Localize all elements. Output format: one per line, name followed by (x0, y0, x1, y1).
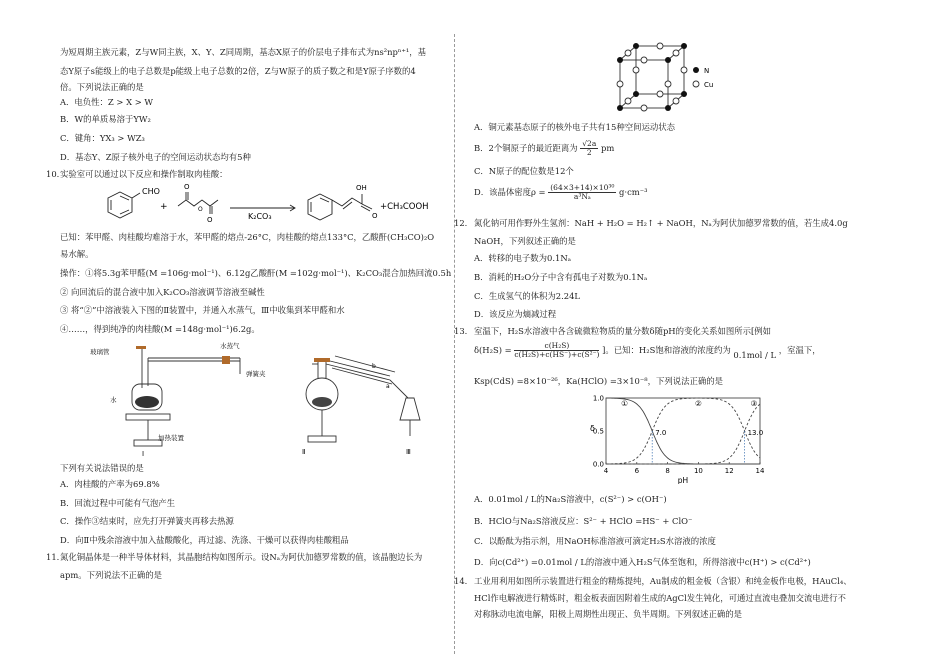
q11-b-unit: pm (600, 142, 615, 153)
n-atom-legend-icon (693, 67, 699, 73)
label-a: a (386, 383, 390, 390)
n-atom (633, 43, 639, 49)
q12-option-d: D．该反应为熵减过程 (474, 309, 557, 319)
q9-option-c: C．键角：YX₃ > WZ₃ (60, 133, 145, 143)
x-axis-label: pH (677, 476, 689, 484)
q10-step-3: ③ 将“②”中溶液装入下图的Ⅱ装置中，并通入水蒸气，Ⅲ中收集到苯甲醛和水 (60, 305, 345, 315)
cho-label: CHO (142, 187, 160, 196)
q10-known-2: 易水解。 (60, 249, 94, 259)
product-tail: +CH₃COOH (380, 202, 429, 212)
crystal-cell-figure (614, 40, 724, 116)
x-tick-label: 12 (724, 467, 734, 475)
q12-option-c: C．生成氢气的体积为2.24L (474, 291, 580, 301)
q12-line-1: 氮化钠可用作野外生氢剂：NaH + H₂O = H₂↑ + NaOH，Nₐ为阿伏加德罗常数的值，若生成4.0g (474, 218, 848, 228)
n-atom (665, 57, 671, 63)
cu-atom-legend-icon (693, 81, 699, 87)
steam-distillation-apparatus (90, 336, 430, 458)
q13-line-2-end: ，室温下， (778, 344, 821, 355)
heater-label: 加热装置 (158, 434, 184, 442)
q10-option-c: C．操作③结束时，应先打开弹簧夹再移去热源 (60, 516, 234, 526)
anhydride-o-bottom: O (207, 216, 213, 224)
q12-number: 12. (454, 218, 468, 228)
q13-delta-num: c(H₂S) (514, 342, 599, 351)
q12-line-2: NaOH，下列叙述正确的是 (474, 236, 576, 246)
n-atom (681, 91, 687, 97)
q13-line-2 (474, 342, 821, 359)
cu-atom (641, 57, 647, 63)
cu-atom (681, 67, 687, 73)
x-tick-label: 14 (755, 467, 764, 475)
series-line-2 (606, 398, 760, 464)
cu-atom (633, 67, 639, 73)
q13-conc: 0.1mol / L (733, 349, 777, 360)
q11-option-d-text: D．该晶体密度ρ = (474, 186, 546, 197)
series-line-3 (606, 404, 760, 464)
q14-line-3: 对称脉动电流电解，阳极上周期性出现正、负半周期。下列叙述正确的是 (474, 609, 742, 619)
roman-3: Ⅲ (406, 448, 411, 456)
x-tick-label: 6 (634, 467, 640, 475)
q14-number: 14. (454, 576, 468, 586)
q10-number: 10. (46, 169, 60, 179)
series-line-1 (606, 398, 760, 464)
y-tick-label: 0.5 (592, 427, 604, 436)
q13-delta-lhs: δ(H₂S) = (474, 344, 512, 355)
q11-option-a: A．铜元素基态原子的核外电子共有15种空间运动状态 (474, 122, 675, 132)
q13-option-b: B．HClO与Na₂S溶液反应：S²⁻ + HClO =HS⁻ + ClO⁻ (474, 516, 693, 526)
clamp-label: 弹簧夹 (246, 370, 266, 378)
cu-atom (617, 81, 623, 87)
q14-line-2: HCl作电解液进行精炼时，粗金板表面因附着生成的AgCl发生钝化，可通过直流电叠加交流电进行不 (474, 593, 846, 603)
cu-atom (673, 50, 679, 56)
curve-label: ② (695, 398, 702, 408)
q11-line-2: apm。下列说法不正确的是 (60, 570, 163, 580)
glass-tube-label: 玻璃管 (90, 348, 110, 356)
q13-option-c: C．以酚酞为指示剂，用NaOH标准溶液可滴定H₂S水溶液的浓度 (474, 536, 716, 546)
q11-option-b-frac (580, 140, 598, 157)
n-atom (617, 105, 623, 111)
q14-line-1: 工业用利用如图所示装置进行粗金的精炼提纯，Au制成的粗金板（含银）和纯金板作电极，HAuCl₄、 (474, 576, 852, 586)
legend-n: N (704, 67, 710, 75)
q9-option-a: A．电负性：Z > X > W (60, 97, 153, 107)
label-b: b (372, 363, 376, 370)
q9-line-3: 倍。下列说法正确的是 (60, 82, 144, 92)
curve-label: ③ (750, 398, 758, 408)
cu-atom (625, 98, 631, 104)
q11-option-b-text: B．2个铜原子的最近距离为 (474, 142, 578, 153)
cu-atom (673, 98, 679, 104)
q10-option-a: A．肉桂酸的产率为69.8% (60, 479, 160, 489)
n-atom (681, 43, 687, 49)
q10-step-1: 操作：①将5.3g苯甲醛(M =106g·mol⁻¹)、6.12g乙酸酐(M =102g·mol⁻¹)、K₂CO₃混合加热回流0.5h (60, 268, 452, 278)
legend-cu: Cu (704, 81, 714, 89)
q13-option-a: A．0.01mol / L的Na₂S溶液中，c(S²⁻) > c(OH⁻) (474, 494, 667, 504)
n-atom (617, 57, 623, 63)
y-tick-label: 1.0 (592, 394, 604, 403)
x-tick-label: 8 (665, 467, 670, 475)
q13-line-2-tail: ]。已知：H₂S饱和溶液的浓度约为 (602, 344, 731, 355)
q10-step-2: ② 向回流后的混合液中加入K₂CO₃溶液调节溶液至碱性 (60, 287, 265, 297)
q9-line-1: 为短周期主族元素，Z与W同主族，X、Y、Z同周期，基态X原子的价层电子排布式为ns²npⁿ⁺¹，基 (60, 47, 427, 57)
q11-line-1: 氮化铜晶体是一种半导体材料，其晶胞结构如图所示。设Nₐ为阿伏加德罗常数的值，该晶胞边长为 (60, 552, 423, 562)
product-oh: OH (356, 184, 367, 192)
cu-atom (657, 91, 663, 97)
q11-number: 11. (46, 552, 60, 562)
q10-known-1: 已知：苯甲醛、肉桂酸均难溶于水，苯甲醛的熔点-26°C，肉桂酸的熔点133°C，乙酸酐(CH₃CO)₂O (60, 232, 435, 242)
x-tick-label: 4 (603, 467, 609, 475)
n-atom (665, 105, 671, 111)
product-o: O (372, 212, 378, 220)
roman-1: Ⅰ (142, 450, 145, 458)
q9-option-d: D．基态Y、Z原子核外电子的空间运动状态均有5种 (60, 152, 251, 162)
reaction-scheme (100, 178, 440, 226)
q11-option-c: C．N原子的配位数是12个 (474, 166, 574, 176)
x-tick-label: 10 (693, 467, 703, 475)
q10-step-4: ④……，得到纯净的肉桂酸(M =148g·mol⁻¹)6.2g。 (60, 324, 260, 334)
q11-d-num: (64×3+14)×10³⁰ (550, 183, 615, 192)
pka-annotation: 7.0 (655, 429, 667, 437)
q10-ask: 下列有关说法错误的是 (60, 463, 144, 473)
q9-line-2: 态Y原子s能级上的电子总数是p能级上电子总数的2倍，Z与W原子的质子数之和是Y原子序数的4 (60, 66, 416, 76)
plot-frame (606, 398, 760, 464)
q11-option-d-frac (548, 184, 616, 201)
steam-label: 水蒸气 (220, 342, 240, 350)
q12-option-a: A．转移的电子数为0.1Nₐ (474, 253, 571, 263)
q11-b-num: √2a (582, 139, 597, 148)
q10-option-b: B．回流过程中可能有气泡产生 (60, 498, 176, 508)
n-atom (633, 91, 639, 97)
q11-d-den: a³Nₐ (573, 191, 591, 201)
anhydride-o-top: O (184, 183, 190, 191)
reagent-label: K₂CO₃ (248, 212, 272, 221)
column-divider (454, 34, 455, 654)
q13-line-1: 室温下，H₂S水溶液中各含硫微粒物质的量分数δ随pH的变化关系如图所示[例如 (474, 326, 771, 336)
y-tick-label: 0.0 (592, 460, 604, 469)
cu-atom (641, 105, 647, 111)
q13-number: 13. (454, 326, 468, 336)
pka-annotation: 13.0 (747, 429, 764, 437)
delta-ph-chart (584, 392, 764, 484)
q10-option-d: D．向Ⅱ中残余溶液中加入盐酸酸化，再过滤、洗涤、干燥可以获得肉桂酸粗品 (60, 535, 349, 545)
q13-option-d: D．向c(Cd²⁺) =0.01mol / L的溶液中通入H₂S气体至饱和，所得溶液中c(H⁺) > c(Cd²⁺) (474, 557, 811, 567)
q11-option-b (474, 140, 614, 157)
roman-2: Ⅱ (302, 448, 306, 456)
q11-b-den: 2 (586, 147, 592, 157)
anhydride-o-bridge: O (198, 206, 203, 213)
q10-stem: 实验室可以通过以下反应和操作制取肉桂酸： (60, 169, 228, 179)
q13-delta-frac (514, 342, 599, 359)
cu-atom (625, 50, 631, 56)
y-axis-label: δ (590, 424, 595, 433)
water-label: 水 (110, 396, 117, 404)
plus-sign: + (160, 202, 168, 212)
q13-line-3: Ksp(CdS) =8×10⁻²⁶，Ka(HClO) =3×10⁻⁸，下列说法正确的是 (474, 376, 724, 386)
cu-atom (657, 43, 663, 49)
q11-option-d (474, 184, 647, 201)
curve-label: ① (621, 398, 628, 408)
q13-delta-den: c(H₂S)+c(HS⁻)+c(S²⁻) (514, 349, 600, 359)
q9-option-b: B．W的单质易溶于YW₂ (60, 114, 151, 124)
q12-option-b: B．消耗的H₂O分子中含有孤电子对数为0.1Nₐ (474, 272, 648, 282)
q11-d-unit: g·cm⁻³ (619, 186, 648, 197)
cu-atom (665, 81, 671, 87)
